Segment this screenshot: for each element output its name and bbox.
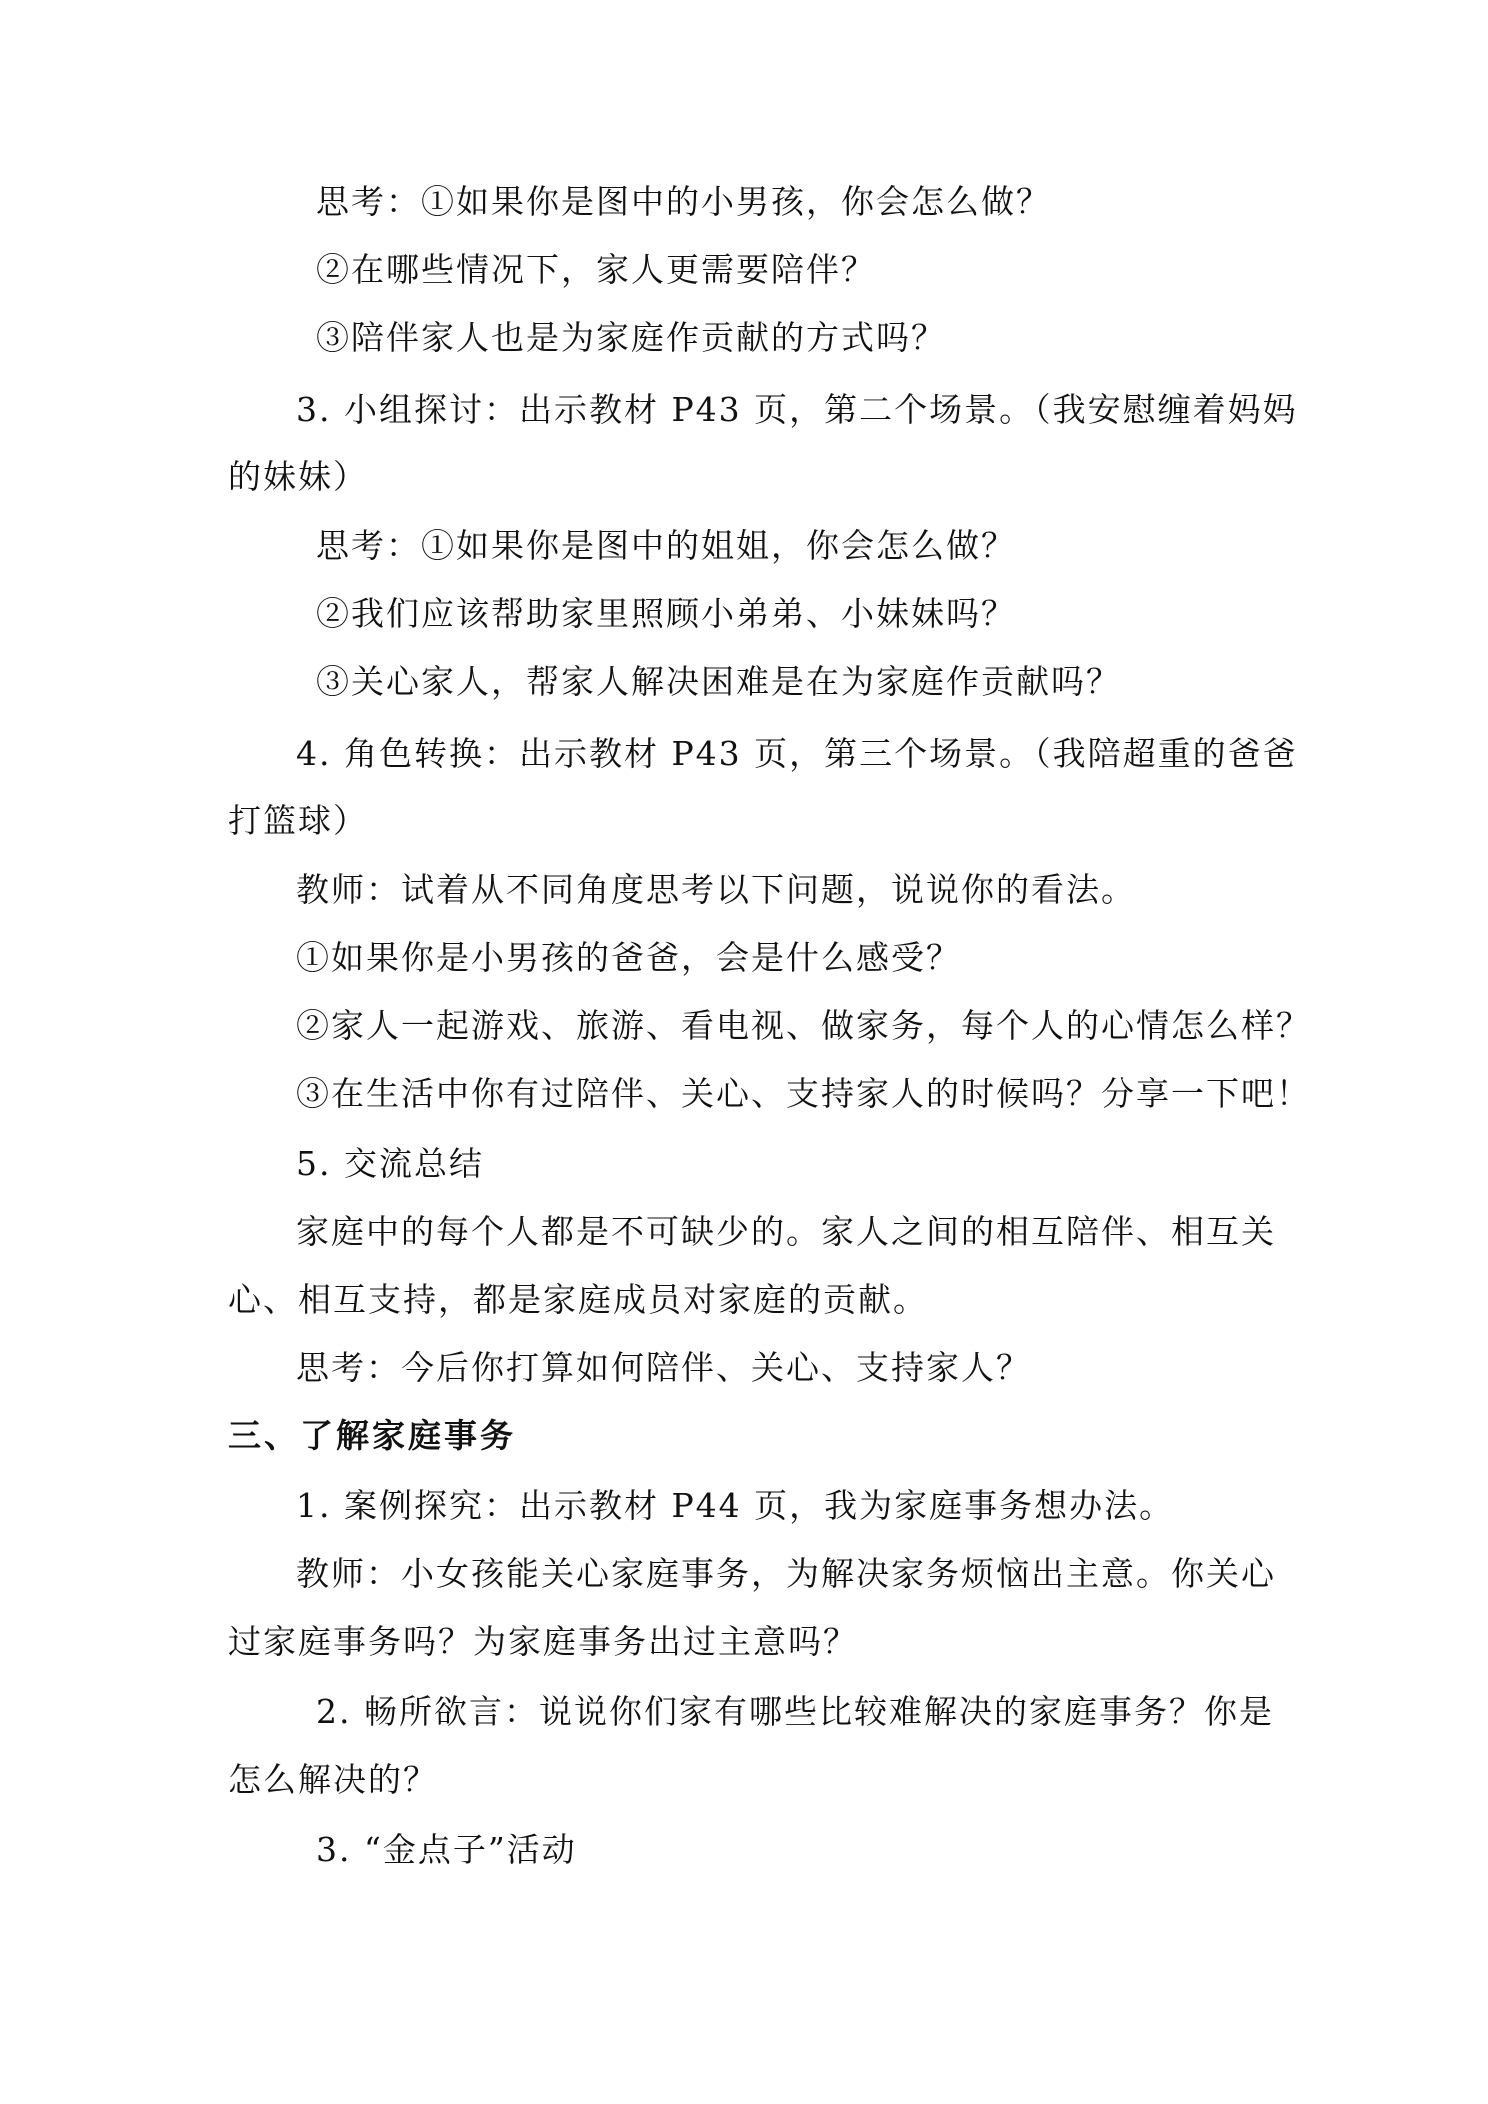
teacher-case-line-1: 教师：小女孩能关心家庭事务，为解决家务烦恼出主意。你关心 [296,1554,1276,1593]
teacher-question-3: ③在生活中你有过陪伴、关心、支持家人的时候吗？分享一下吧！ [296,1074,1311,1113]
think-future: 思考：今后你打算如何陪伴、关心、支持家人？ [296,1348,1031,1387]
group-discussion-item-continued: 的妹妹） [228,457,368,496]
think-question-2: ②在哪些情况下，家人更需要陪伴？ [316,250,876,289]
teacher-case-line-2: 过家庭事务吗？为家庭事务出过主意吗？ [228,1622,858,1661]
role-switch-item: 4. 角色转换：出示教材 P43 页，第三个场景。（我陪超重的爸爸 [296,734,1298,773]
think-question-1: 思考：①如果你是图中的小男孩，你会怎么做？ [316,182,1051,221]
teacher-question-2: ②家人一起游戏、旅游、看电视、做家务，每个人的心情怎么样？ [296,1006,1311,1045]
think-question-sister-3: ③关心家人，帮家人解决困难是在为家庭作贡献吗？ [316,662,1121,701]
think-question-3: ③陪伴家人也是为家庭作贡献的方式吗？ [316,318,946,357]
think-question-sister-2: ②我们应该帮助家里照顾小弟弟、小妹妹吗？ [316,594,1016,633]
summary-paragraph-line-2: 心、相互支持，都是家庭成员对家庭的贡献。 [228,1280,928,1319]
golden-idea-activity: 3. “金点子”活动 [316,1830,577,1869]
open-discussion-line-1: 2. 畅所欲言：说说你们家有哪些比较难解决的家庭事务？你是 [316,1692,1274,1731]
teacher-question-1: ①如果你是小男孩的爸爸，会是什么感受？ [296,938,961,977]
role-switch-item-continued: 打篮球） [228,801,368,840]
summary-item: 5. 交流总结 [296,1144,484,1183]
open-discussion-line-2: 怎么解决的？ [228,1760,438,1799]
teacher-prompt: 教师：试着从不同角度思考以下问题，说说你的看法。 [296,870,1136,909]
case-study-item: 1. 案例探究：出示教材 P44 页，我为家庭事务想办法。 [296,1486,1175,1525]
think-question-sister-1: 思考：①如果你是图中的姐姐，你会怎么做？ [316,526,1016,565]
group-discussion-item: 3. 小组探讨：出示教材 P43 页，第二个场景。（我安慰缠着妈妈 [296,390,1298,429]
section-heading: 三、了解家庭事务 [228,1416,516,1455]
summary-paragraph-line-1: 家庭中的每个人都是不可缺少的。家人之间的相互陪伴、相互关 [296,1212,1276,1251]
